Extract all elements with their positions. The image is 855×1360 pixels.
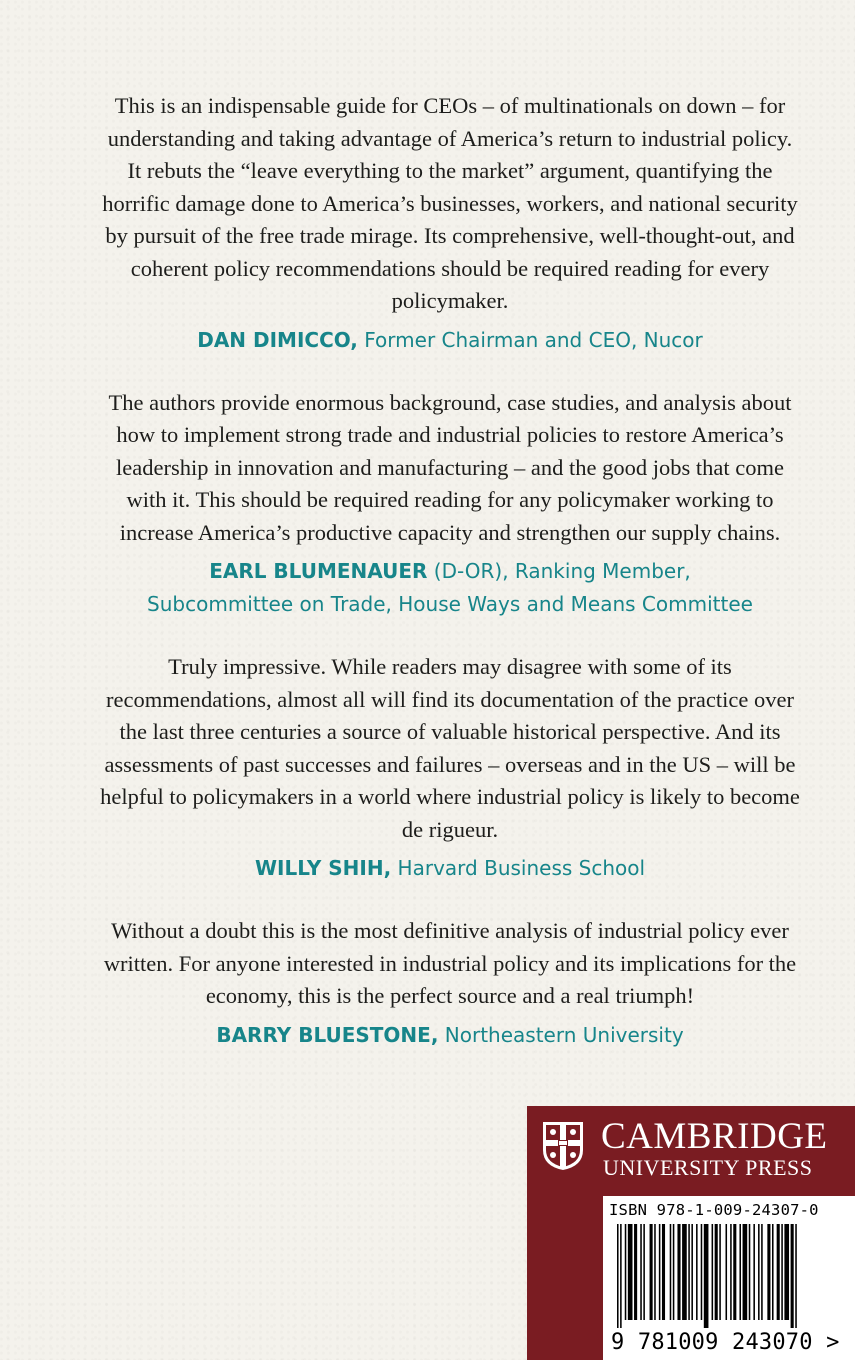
barcode-bar — [743, 1224, 748, 1320]
endorsement-quote: Truly impressive. While readers may disagree with some of its recommendations, almost all will find its documentation of the practice over the last three centuries a source of valuable historical perspective. And its assessments of past successes and failures – overseas and in the US – will be helpful to policymakers in a world where industrial policy is likely to become de rigueur. — [100, 654, 800, 842]
endorsement-quote: Without a doubt this is the most definitive analysis of industrial policy ever written. For anyone interested in industrial policy and its implications for the economy, this is the perfect source and a real triumph! — [103, 918, 797, 1008]
barcode-bar — [662, 1224, 665, 1320]
barcode-bar — [719, 1224, 721, 1320]
publisher-name: CAMBRIDGE — [601, 1116, 828, 1157]
endorsement-quote: The authors provide enormous background, case studies, and analysis about how to implement strong trade and industrial policies to restore America’s leadership in innovation and manufacturing – and the good jobs that come with it. This should be required reading for any policymaker working to increase America’s productive capacity and strengthen our supply chains. — [108, 389, 792, 545]
barcode-bar — [715, 1224, 718, 1320]
endorser-name: EARL BLUMENAUER — [209, 559, 428, 583]
endorser-role: (D-OR), Ranking Member, — [427, 559, 691, 583]
endorser-name: BARRY BLUESTONE, — [216, 1022, 439, 1047]
barcode-bar — [677, 1224, 680, 1320]
barcode-bar — [726, 1224, 728, 1320]
endorser-role: Harvard Business School — [391, 856, 646, 880]
endorser-name: DAN DIMICCO, — [197, 327, 358, 352]
barcode-bar — [617, 1224, 619, 1328]
barcode-bar — [673, 1224, 675, 1320]
barcode-bar — [777, 1224, 780, 1320]
endorsement-quote: This is an indispensable guide for CEOs – of multinationals on down – for understanding and taking advantage of America’s return to industrial policy. It rebuts the “leave everything to the market” argument, quantifying the horrific damage done to America’s businesses, workers, and national security by pursuit of the free trade mirage. Its comprehensive, well-thought-out, and coherent policy recommendations should be required reading for every policymaker. — [102, 93, 798, 313]
barcode-bar — [640, 1224, 642, 1320]
barcode-bar — [670, 1224, 672, 1320]
barcode-bar — [650, 1224, 653, 1320]
barcode-bar — [696, 1224, 698, 1320]
barcode-bar — [772, 1224, 774, 1320]
endorser-role-line2: Subcommittee on Trade, House Ways and Means Committee — [147, 592, 753, 616]
barcode-bar — [733, 1224, 736, 1320]
barcode-bar — [791, 1224, 794, 1328]
endorser-role: Northeastern University — [438, 1022, 684, 1047]
barcode-bar — [730, 1224, 732, 1320]
barcode-bar — [634, 1224, 637, 1320]
barcode-bar — [628, 1224, 633, 1320]
barcode-bar — [704, 1224, 709, 1328]
barcode-bar — [701, 1224, 703, 1320]
barcode-bars — [603, 1224, 855, 1328]
barcode-bar — [749, 1224, 751, 1320]
publisher-subname: UNIVERSITY PRESS — [603, 1155, 813, 1180]
barcode-bar — [767, 1224, 770, 1320]
barcode-bar — [712, 1224, 714, 1320]
barcode-bar — [625, 1224, 627, 1320]
endorsement-2 — [100, 387, 800, 622]
cambridge-crest-icon — [541, 1120, 585, 1172]
barcode-bar — [691, 1224, 693, 1320]
endorser-role: Former Chairman and CEO, Nucor — [357, 327, 703, 352]
endorsement-attribution — [100, 852, 800, 885]
barcode-bar — [753, 1224, 755, 1320]
isbn-barcode — [603, 1196, 855, 1360]
endorsement-4 — [100, 915, 800, 1052]
endorsements — [100, 90, 800, 1076]
endorsement-attribution — [100, 555, 800, 621]
barcode-bar — [758, 1224, 760, 1320]
barcode-bar — [781, 1224, 783, 1320]
barcode-bar — [654, 1224, 656, 1320]
isbn-label: ISBN 978-1-009-24307-0 — [609, 1201, 819, 1219]
endorsement-3 — [100, 651, 800, 885]
ean-digits: 9 781009 243070 > — [611, 1330, 840, 1355]
barcode-bar — [659, 1224, 661, 1320]
endorsement-1 — [100, 90, 800, 357]
endorser-name: WILLY SHIH, — [254, 856, 392, 880]
barcode-bar — [688, 1224, 690, 1320]
endorsement-attribution — [100, 1019, 800, 1052]
barcode-bar — [643, 1224, 645, 1320]
endorsement-attribution — [100, 324, 800, 357]
barcode-bar — [620, 1224, 622, 1328]
barcode-bar — [739, 1224, 741, 1320]
barcode-bar — [682, 1224, 687, 1320]
barcode-bar — [761, 1224, 763, 1320]
barcode-bar — [795, 1224, 797, 1328]
barcode-bar — [784, 1224, 789, 1320]
publisher-panel — [527, 1106, 855, 1360]
